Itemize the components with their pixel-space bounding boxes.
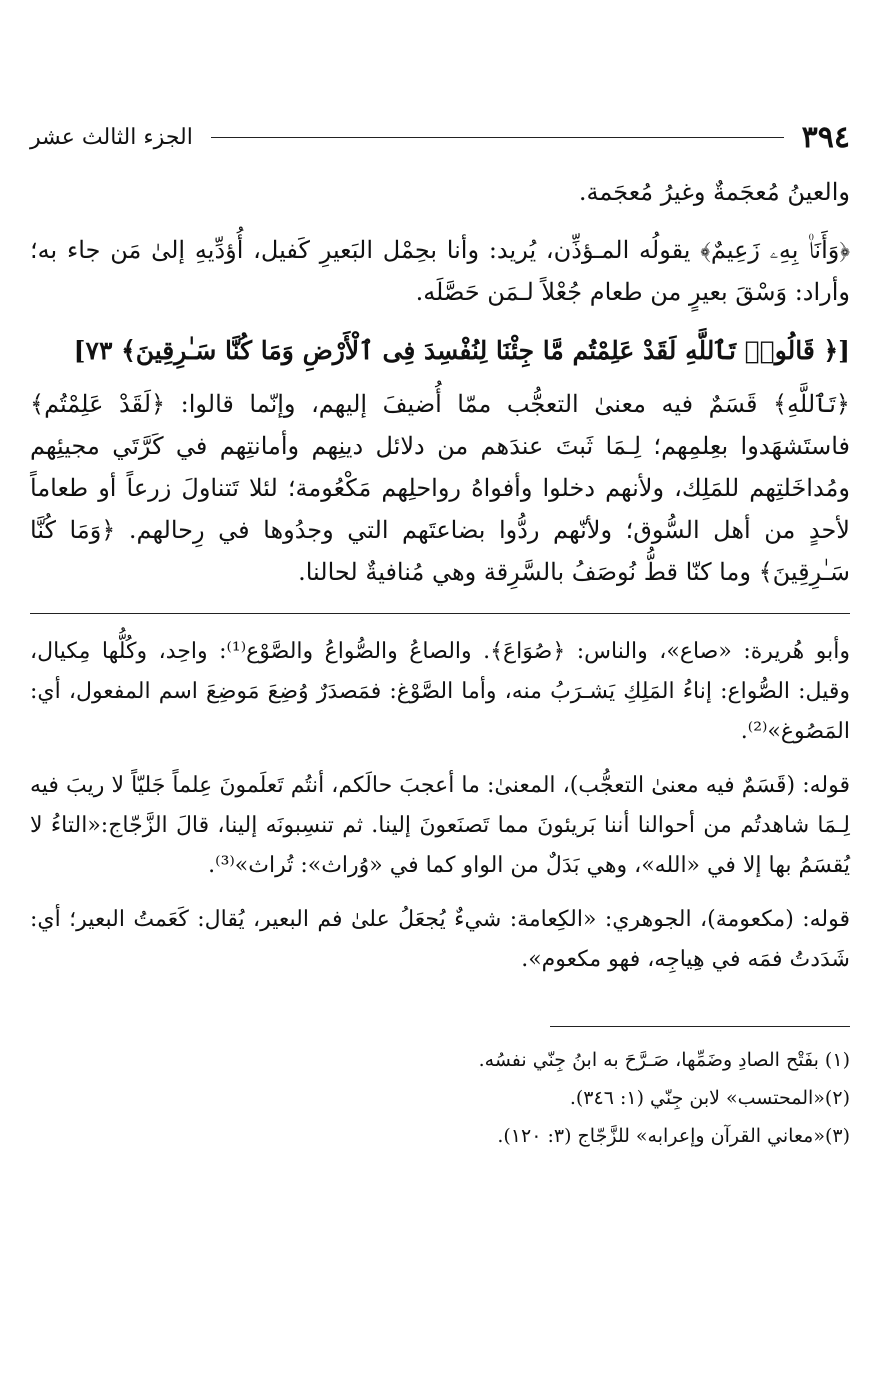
paragraph-1: والعينُ مُعجَمةٌ وغيرُ مُعجَمة. <box>578 178 850 206</box>
quran-verse-heading: [﴿ قَالُوا۟ تَٱللَّهِ لَقَدْ عَلِمْتُم مَّا جِئْنَا لِنُفْسِدَ فِى ٱلْأَرْضِ وَمَا كُنَّا سَـٰرِقِينَ﴾ ٧٣] <box>73 336 850 365</box>
book-page <box>30 115 850 1155</box>
footnotes <box>30 1041 850 1155</box>
paragraph-3: ﴿تَٱللَّهِ﴾ قَسَمٌ فيه معنىٰ التعجُّب ممّا أُضيفَ إليهم، وإنّما قالوا: ﴿لَقَدْ عَلِمْتُم﴾ فاستَشهَدوا بعِلمِهم؛ لِـمَا ثَبتَ عندَهم من دلائل دينِهم وأمانتِهم في كَرَّتَي مجيئِهم ومُداخَلتِهم للمَلِك، ولأنهم دخلوا وأفواهُ رواحلِهم مَكْعُومة؛ لئلا تَتناولَ زرعاً أو طعاماً لأحدٍ من أهل السُّوق؛ ولأنّهم ردُّوا بضاعتَهم التي وجدُوها في رِحالهم. ﴿وَمَا كُنَّا سَـٰرِقِينَ﴾ وما كنّا قطُّ نُوصَفُ بالسَّرِقة وهي مُنافيةٌ لحالنا. <box>30 390 850 586</box>
paragraph-2: ﴿وَأَنَا۠ بِهِۦ زَعِيمٌ﴾ يقولُه المـؤذِّن، يُريد: وأنا بحِمْل البَعيرِ كَفيل، أُؤدِّيهِ إلىٰ مَن جاء به؛ وأراد: وَسْقَ بعيرٍ من طعام جُعْلاً لـمَن حَصَّلَه. <box>30 236 850 306</box>
main-text <box>30 171 850 593</box>
running-header <box>30 115 850 159</box>
header-rule <box>211 137 784 138</box>
footnote-3: (٣)«معاني القرآن وإعرابه» للزَّجّاج (٣: ١٢٠). <box>497 1125 850 1147</box>
footnote-rule <box>550 1026 850 1027</box>
commentary-paragraph-2: قوله: (قَسَمٌ فيه معنىٰ التعجُّب)، المعنىٰ: ما أعجبَ حالَكم، أنتُم تَعلَمونَ عِلماً جَليّاً لا ريبَ فيه لِـمَا شاهدتُم من أحوالنا أننا بَريئونَ مما تَصنَعونَ إلينا. ثم تنسِبونَه إلينا، قالَ الزَّجّاج:«التاءُ لا يُقسَمُ بها إلا في «الله»، وهي بَدَلٌ من الواو كما في «وُراث»: تُراث»⁽³⁾. <box>30 773 850 878</box>
footnote-1: (١) بفَتْح الصادِ وضَمِّها، صَـرَّحَ به ابنُ جِنّي نفسُه. <box>478 1049 850 1071</box>
footnote-2: (٢)«المحتسب» لابن جِنّي (١: ٣٤٦). <box>569 1087 850 1109</box>
page-number: ٣٩٤ <box>801 119 850 155</box>
commentary-separator <box>30 613 850 614</box>
commentary-paragraph-3: قوله: (مكعومة)، الجوهري: «الكِعامة: شيءٌ يُجعَلُ علىٰ فم البعير، يُقال: كَعَمتُ البعير؛ أي: شَدَدتُ فمَه في هِياجِه، فهو مكعوم». <box>30 907 850 972</box>
commentary <box>30 632 850 980</box>
part-title: الجزء الثالث عشر <box>30 124 193 150</box>
commentary-paragraph-1: وأبو هُريرة: «صاع»، والناس: ﴿صُوَاعَ﴾. والصاعُ والصُّواعُ والصَّوْع⁽¹⁾: واحِد، وكُلُّها مِكيال، وقيل: الصُّواع: إناءُ المَلِكِ يَشـرَبُ منه، وأما الصَّوْغ: فمَصدَرٌ وُضِعَ مَوضِعَ اسم المفعول، أي: المَصُوغ»⁽²⁾. <box>30 639 850 744</box>
